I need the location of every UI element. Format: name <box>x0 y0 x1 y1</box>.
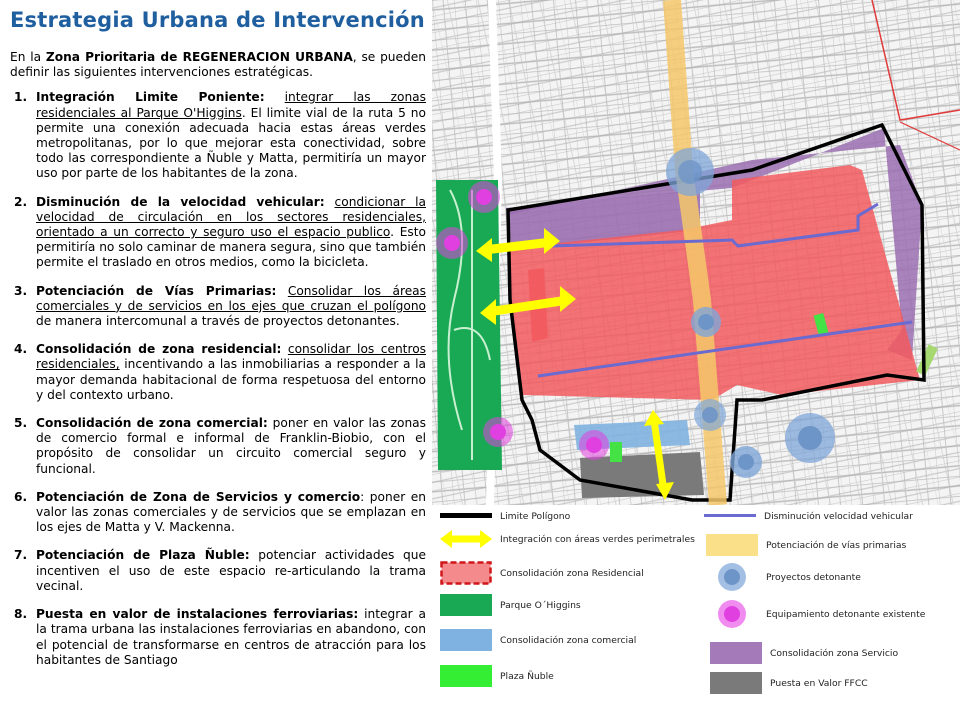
legend-plaza <box>440 665 554 687</box>
text-column <box>10 50 426 681</box>
intervention-item <box>10 607 426 668</box>
item-text: integrar a la trama urbana las instalaciones ferroviarias en abandono, con el potencial de transformarse en centros de atracción para los habitantes de Santiago <box>36 607 426 667</box>
item-text: . Esto permitiría no solo caminar de manera segura, sino que también permite el traslado en otros medios, como la bicicleta. <box>36 225 426 270</box>
item-heading: Consolidación de zona residencial: <box>36 342 282 357</box>
plaza-nuble <box>610 442 622 462</box>
item-heading: Potenciación de Plaza Ñuble: <box>36 548 250 563</box>
item-text: . El limite vial de la ruta 5 no permite una conexión adecuada hacia estas áreas verdes metropolitanas, por lo que mejorar esta conectividad, sobre todo las correspondiente a Ñuble y Matta, permitiría un mayor uso por parte de los habitantes de la zona. <box>36 105 426 181</box>
item-heading: Potenciación de Zona de Servicios y comercio <box>36 489 361 504</box>
item-number: 7. <box>14 548 28 563</box>
legend-servicio-swatch <box>710 642 762 664</box>
project-circle-core <box>678 160 702 184</box>
legend-equipamiento-label: Equipamiento detonante existente <box>766 608 926 620</box>
item-number: 2. <box>14 194 28 209</box>
project-circle-core <box>698 314 714 330</box>
intervention-item <box>10 342 426 403</box>
intro-paragraph <box>10 50 426 80</box>
equipment-circle-core <box>490 424 506 440</box>
legend-equipamiento-swatch <box>716 599 748 629</box>
item-underlined: condicionar la velocidad de circulación en los sectores residenciales, orientado a un correcto y seguro uso el espacio publico <box>36 194 427 240</box>
intervention-item <box>10 490 426 536</box>
item-heading: Integración Limite Poniente: <box>36 90 265 105</box>
legend-integracion-swatch <box>440 528 492 550</box>
item-number: 3. <box>14 283 28 298</box>
item-heading: Consolidación de zona comercial: <box>36 416 268 431</box>
item-number: 5. <box>14 416 28 431</box>
legend-limite-swatch <box>440 510 492 522</box>
intro-bold: Zona Prioritaria de REGENERACION URBANA <box>45 50 353 64</box>
legend-ffcc <box>710 672 868 694</box>
legend-residencial-swatch <box>440 561 492 585</box>
item-number: 8. <box>14 607 28 622</box>
legend-servicio <box>710 642 898 664</box>
intervention-item <box>10 195 426 271</box>
project-circle-core <box>738 454 754 470</box>
project-circle-core <box>798 426 822 450</box>
item-text: de manera intercomunal a través de proyectos detonantes. <box>36 314 400 329</box>
legend-parque <box>440 594 581 616</box>
intervention-list <box>10 90 426 668</box>
legend-vias <box>706 534 906 556</box>
intervention-item <box>10 548 426 594</box>
legend-equipamiento <box>716 599 925 629</box>
legend-comercial-swatch <box>440 629 492 651</box>
legend-velocidad <box>704 510 913 522</box>
project-circle-core <box>702 407 718 423</box>
equipment-circle-core <box>586 437 602 453</box>
equipment-circle-core <box>476 189 492 205</box>
item-heading: Disminución de la velocidad vehicular: <box>36 194 325 209</box>
legend-velocidad-swatch <box>704 510 756 522</box>
item-underlined: consolidar los centros residenciales, <box>36 342 427 372</box>
intro-part2: , se pueden definir las siguientes intervenciones estratégicas. <box>10 50 426 80</box>
legend-ffcc-swatch <box>710 672 762 694</box>
legend-integracion <box>440 528 695 550</box>
legend-ffcc-label: Puesta en Valor FFCC <box>770 677 868 689</box>
legend-integracion-label: Integración con áreas verdes perimetrales <box>500 533 695 545</box>
intervention-map[interactable] <box>432 0 960 505</box>
legend-limite <box>440 510 570 522</box>
item-heading: Potenciación de Vías Primarias: <box>36 283 277 298</box>
intro-part1: En la <box>10 50 46 64</box>
legend-comercial-label: Consolidación zona comercial <box>500 634 637 646</box>
legend-plaza-label: Plaza Ñuble <box>500 670 554 682</box>
item-text: incentivando a las inmobiliarias a responder a la mayor demanda habitacional de forma respetuosa del entorno y del contexto urbano. <box>36 357 426 402</box>
legend-velocidad-label: Disminución velocidad vehicular <box>764 510 913 522</box>
item-text: poner en valor las zonas de comercio formal e informal de Franklin-Biobio, con el propósito de consolidar un circuito comercial seguro y funcional. <box>36 416 426 476</box>
page-title: Estrategia Urbana de Intervención <box>10 8 425 32</box>
map-legend <box>440 508 960 720</box>
item-text: : poner en valor las zonas comerciales y de servicios que se emplazan en los ejes de Matta y V. Mackenna. <box>36 489 426 535</box>
legend-parque-swatch <box>440 594 492 616</box>
legend-vias-label: Potenciación de vías primarias <box>766 539 907 551</box>
item-number: 6. <box>14 489 28 504</box>
item-text: potenciar actividades que incentiven el uso de este espacio re-articulando la trama vecinal. <box>36 548 426 593</box>
item-underlined: integrar las zonas residenciales al Parque O'Higgins <box>36 90 427 120</box>
intervention-item <box>10 90 426 181</box>
legend-plaza-swatch <box>440 665 492 687</box>
legend-residencial <box>440 561 644 585</box>
legend-residencial-label: Consolidación zona Residencial <box>500 567 644 579</box>
item-underlined: Consolidar los áreas comerciales y de servicios en los ejes que cruzan el polígono <box>36 283 427 313</box>
equipment-circle-core <box>444 235 460 251</box>
legend-comercial <box>440 629 636 651</box>
legend-servicio-label: Consolidación zona Servicio <box>770 647 899 659</box>
item-number: 1. <box>14 90 28 105</box>
item-number: 4. <box>14 342 28 357</box>
legend-parque-label: Parque O´Higgins <box>500 599 581 611</box>
intervention-item <box>10 284 426 330</box>
legend-proyectos-label: Proyectos detonante <box>766 571 861 583</box>
legend-proyectos-swatch <box>716 562 748 592</box>
item-heading: Puesta en valor de instalaciones ferroviarias: <box>36 607 359 622</box>
legend-proyectos <box>716 562 861 592</box>
legend-vias-swatch <box>706 534 758 556</box>
intervention-item <box>10 416 426 477</box>
legend-limite-label: Limite Polígono <box>500 510 571 522</box>
